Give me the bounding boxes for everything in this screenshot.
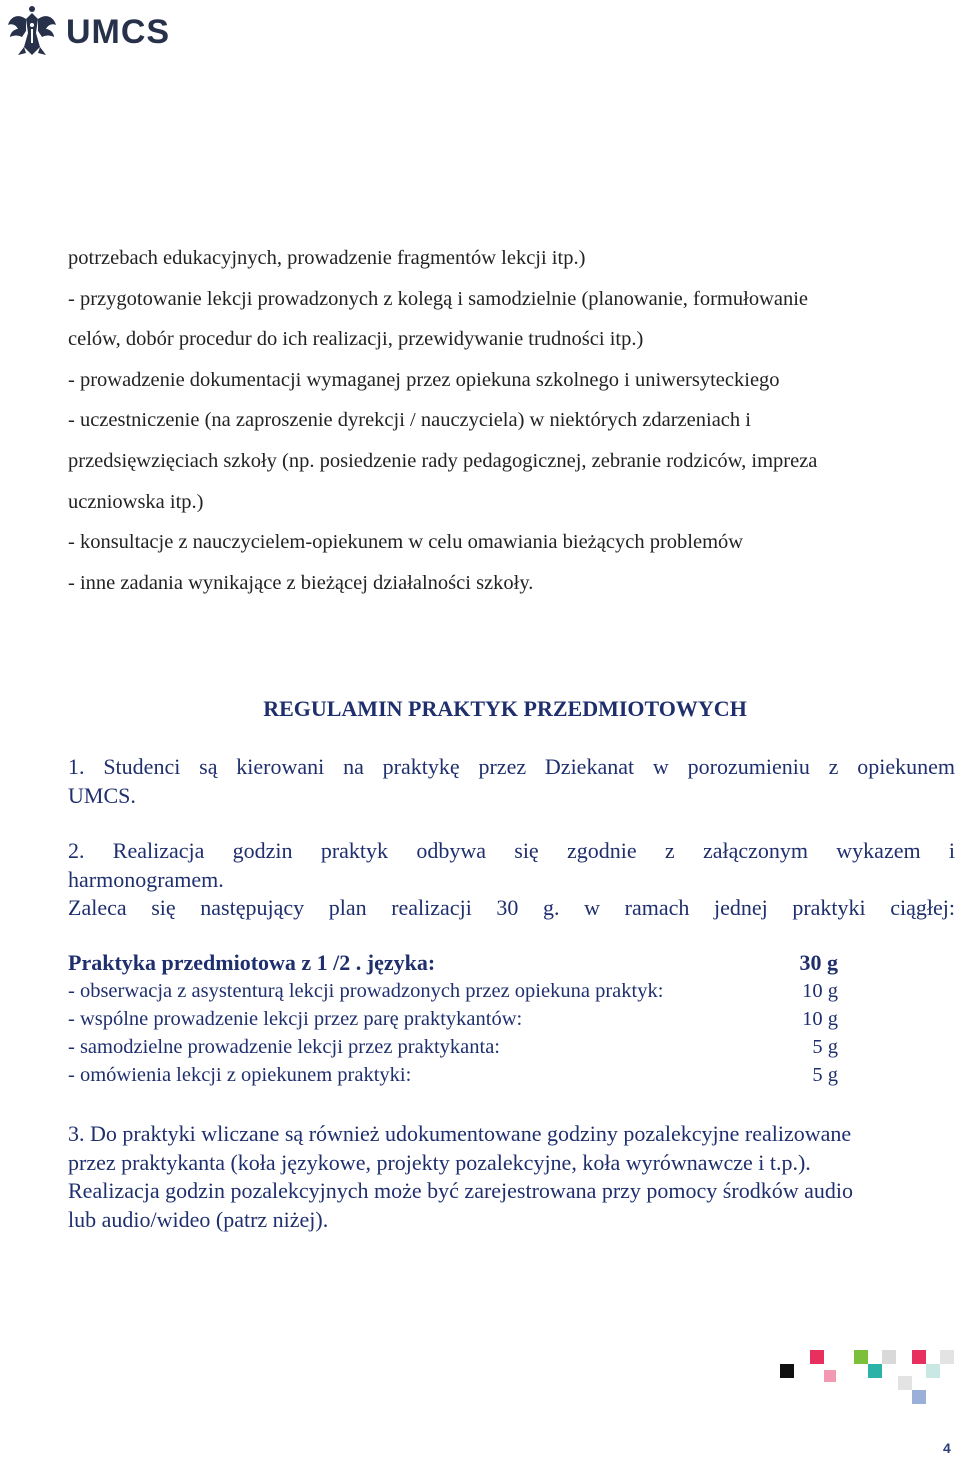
plan-header-value: 30 g (799, 950, 838, 975)
plan-row-value: 10 g (802, 980, 838, 1002)
paragraph-1-line: 1. Studenci są kierowani na praktykę przez Dziekanat w porozumieniu z opiekunem (68, 754, 955, 779)
list-line: - konsultacje z nauczycielem-opiekunem w celu omawiania bieżących problemów (68, 531, 744, 553)
plan-row (68, 1064, 838, 1087)
list-line: - inne zadania wynikające z bieżącej działalności szkoły. (68, 572, 534, 594)
regulamin-title: REGULAMIN PRAKTYK PRZEDMIOTOWYCH (263, 696, 747, 721)
list-line: - uczestniczenie (na zaproszenie dyrekcji / nauczyciela) w niektórych zdarzeniach i (68, 409, 751, 431)
pixel-mosaic-decoration (780, 1346, 960, 1406)
paragraph-2-line: Zaleca się następujący plan realizacji 30 g. w ramach jednej praktyki ciągłej: (68, 895, 955, 920)
plan-row-value: 10 g (802, 1008, 838, 1030)
plan-row-label: - obserwacja z asystenturą lekcji prowadzonych przez opiekuna praktyk: (68, 980, 664, 1002)
paragraph-3-line: Realizacja godzin pozalekcyjnych może być zarejestrowana przy pomocy środków audio (68, 1178, 853, 1203)
list-line: celów, dobór procedur do ich realizacji, przewidywanie trudności itp.) (68, 328, 644, 350)
list-line: - prowadzenie dokumentacji wymaganej przez opiekuna szkolnego i uniwersyteckiego (68, 369, 780, 391)
paragraph-3-line: 3. Do praktyki wliczane są również udokumentowane godziny pozalekcyjne realizowane (68, 1121, 852, 1146)
plan-row-value: 5 g (812, 1036, 838, 1058)
plan-row-label: - omówienia lekcji z opiekunem praktyki: (68, 1064, 412, 1086)
list-line: potrzebach edukacyjnych, prowadzenie fragmentów lekcji itp.) (68, 247, 586, 269)
umcs-eagle-icon (4, 3, 60, 59)
page-number: 4 (943, 1440, 951, 1456)
plan-header-row (68, 950, 838, 976)
paragraph-3-line: przez praktykanta (koła językowe, projekty pozalekcyjne, koła wyrównawcze i t.p.). (68, 1150, 811, 1175)
plan-row-value: 5 g (812, 1064, 838, 1086)
logo-text: UMCS (66, 12, 171, 51)
list-line: - przygotowanie lekcji prowadzonych z kolegą i samodzielnie (planowanie, formułowanie (68, 288, 809, 310)
plan-row (68, 980, 838, 1003)
plan-row (68, 1036, 838, 1059)
paragraph-2-line: harmonogramem. (68, 867, 224, 892)
list-line: uczniowska itp.) (68, 491, 204, 513)
plan-header-label: Praktyka przedmiotowa z 1 /2 . języka: (68, 950, 436, 975)
plan-row-label: - samodzielne prowadzenie lekcji przez praktykanta: (68, 1036, 501, 1058)
paragraph-1-line: UMCS. (68, 783, 136, 808)
plan-row (68, 1008, 838, 1031)
paragraph-3-line: lub audio/wideo (patrz niżej). (68, 1207, 329, 1232)
plan-row-label: - wspólne prowadzenie lekcji przez parę praktykantów: (68, 1008, 523, 1030)
umcs-logo (4, 2, 170, 60)
paragraph-2-line: 2. Realizacja godzin praktyk odbywa się zgodnie z załączonym wykazem i (68, 838, 955, 863)
list-line: przedsięwzięciach szkoły (np. posiedzenie rady pedagogicznej, zebranie rodziców, impreza (68, 450, 818, 472)
